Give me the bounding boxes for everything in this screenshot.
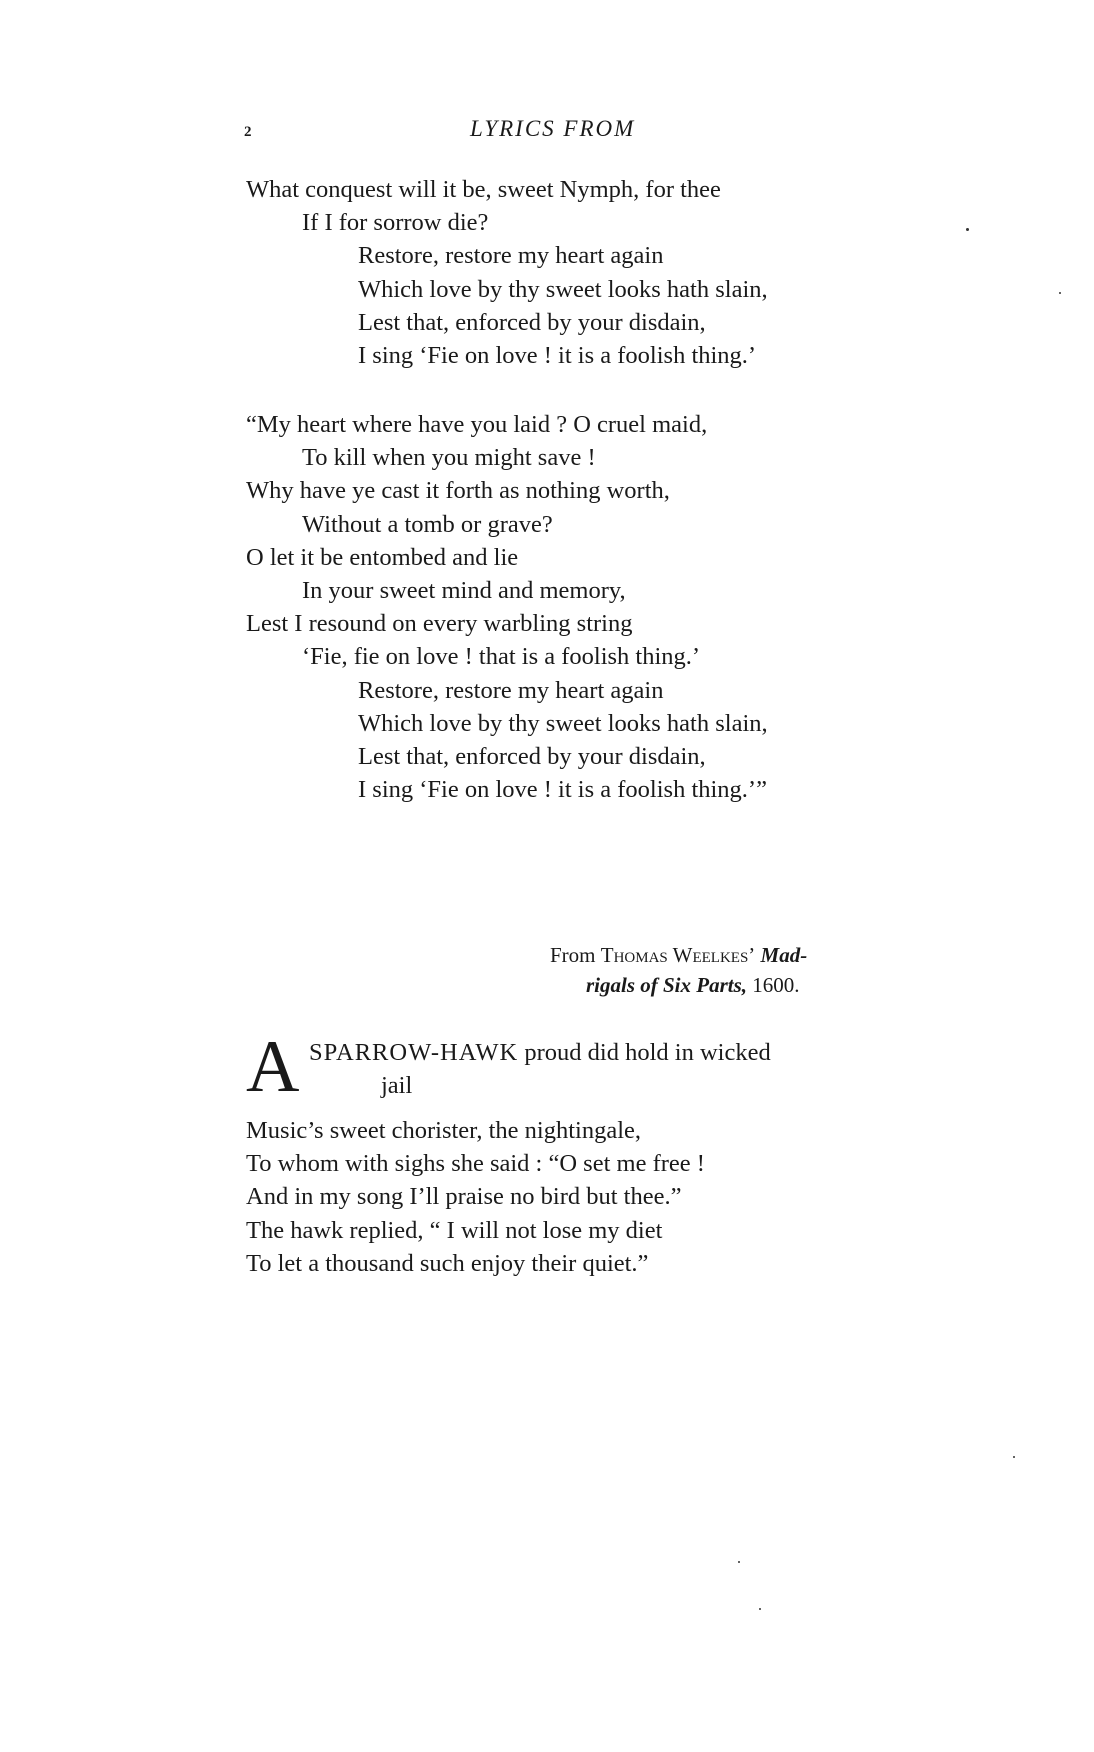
verse-line: To whom with sighs she said : “O set me free ! [246, 1150, 705, 1178]
print-speck [738, 1561, 740, 1563]
verse-line: Lest that, enforced by your disdain, [358, 308, 706, 336]
verse-line: Which love by thy sweet looks hath slain, [358, 709, 768, 737]
opening-line [309, 1036, 771, 1102]
verse-line: Music’s sweet chorister, the nightingale, [246, 1117, 642, 1144]
verse-line: “My heart where have you laid ? O cruel maid, [246, 411, 708, 438]
verse-line: Which love by thy sweet looks hath slain, [358, 275, 768, 303]
print-speck [1013, 1456, 1015, 1458]
verse-line: I sing ‘Fie on love ! it is a foolish thing.’ [358, 341, 757, 369]
drop-cap: A [246, 1026, 300, 1108]
page-number: 2 [244, 124, 252, 140]
verse-line: Lest that, enforced by your disdain, [358, 742, 706, 770]
verse-line: I sing ‘Fie on love ! it is a foolish thing.’” [358, 776, 767, 804]
attribution-prefix: From [550, 943, 596, 967]
verse-line: O let it be entombed and lie [246, 543, 519, 571]
running-title: LYRICS FROM [470, 116, 636, 141]
print-speck [759, 1608, 761, 1610]
verse-line: Without a tomb or grave? [302, 510, 553, 538]
opening-rest: proud did hold in wicked [524, 1039, 771, 1066]
verse-line: To kill when you might save ! [302, 444, 596, 472]
attribution-title-part1: Mad- [760, 943, 808, 967]
verse-line: If I for sorrow die? [302, 209, 489, 237]
source-attribution [550, 940, 807, 1000]
verse-line: The hawk replied, “ I will not lose my diet [246, 1216, 663, 1244]
verse-line: And in my song I’ll praise no bird but thee.” [246, 1183, 682, 1211]
stanza-3 [246, 1114, 705, 1280]
opening-continuation: jail [381, 1072, 413, 1099]
verse-line: What conquest will it be, sweet Nymph, for thee [246, 176, 721, 203]
verse-line: Restore, restore my heart again [358, 242, 664, 270]
print-speck [1059, 292, 1061, 294]
print-speck [966, 228, 969, 231]
stanza-1 [246, 173, 768, 372]
verse-line: Why have ye cast it forth as nothing worth, [246, 477, 670, 505]
attribution-title-part2: rigals of Six Parts, [586, 973, 748, 997]
attribution-author: Thomas Weelkes’ [600, 943, 756, 967]
verse-line: Lest I resound on every warbling string [246, 610, 633, 638]
verse-line: ‘Fie, fie on love ! that is a foolish thing.’ [302, 643, 701, 671]
opening-caps: SPARROW-HAWK [309, 1039, 519, 1066]
verse-line: Restore, restore my heart again [358, 676, 664, 704]
verse-line: To let a thousand such enjoy their quiet.” [246, 1249, 649, 1277]
attribution-year: 1600. [752, 973, 800, 997]
verse-line: In your sweet mind and memory, [302, 576, 626, 604]
stanza-2 [246, 408, 768, 806]
